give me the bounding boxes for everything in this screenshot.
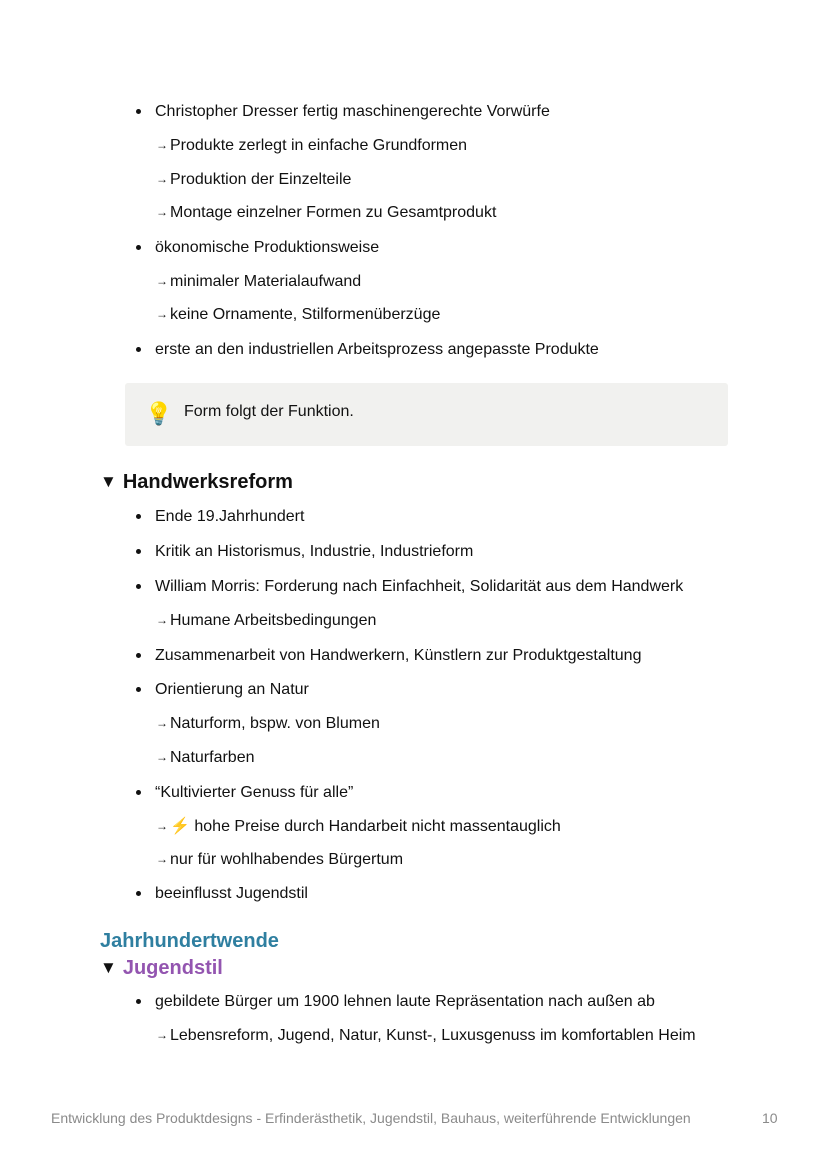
arrow-icon: → xyxy=(156,274,168,288)
sub-item xyxy=(156,817,561,837)
callout-box xyxy=(125,383,728,446)
arrow-icon: → xyxy=(156,138,168,152)
list-item: Orientierung an Natur xyxy=(155,680,309,700)
sub-item: → Naturfarben xyxy=(156,749,255,766)
toggle-triangle-icon[interactable]: ▼ xyxy=(100,958,117,977)
bullet-dot xyxy=(136,687,141,692)
lightbulb-icon: 💡 xyxy=(145,401,173,426)
callout-text: Form folgt der Funktion. xyxy=(184,403,354,420)
toggle-heading-handwerksreform[interactable] xyxy=(100,470,293,495)
list-item: beeinflusst Jugendstil xyxy=(155,884,308,904)
bullet-dot xyxy=(136,347,141,352)
arrow-icon: → xyxy=(156,613,168,627)
sub-item: → Montage einzelner Formen zu Gesamtprodukt xyxy=(156,204,497,221)
list-item: gebildete Bürger um 1900 lehnen laute Repräsentation nach außen ab xyxy=(155,992,655,1012)
arrow-icon: → xyxy=(156,307,168,321)
bullet-dot xyxy=(136,549,141,554)
arrow-icon: → xyxy=(156,852,168,866)
bullet-dot xyxy=(136,514,141,519)
section-heading-jahrhundertwende: Jahrhundertwende xyxy=(100,930,279,952)
bullet-dot xyxy=(136,245,141,250)
heading-text: Handwerksreform xyxy=(122,471,293,493)
sub-item: → Lebensreform, Jugend, Natur, Kunst-, Luxusgenuss im komfortablen Heim xyxy=(156,1027,696,1044)
list-item: William Morris: Forderung nach Einfachheit, Solidarität aus dem Handwerk xyxy=(155,577,683,597)
sub-item: → minimaler Materialaufwand xyxy=(156,273,362,290)
sub-item: → Produkte zerlegt in einfache Grundformen xyxy=(156,137,468,154)
sub-item: → Humane Arbeitsbedingungen xyxy=(156,612,377,629)
toggle-heading-jugendstil[interactable] xyxy=(100,956,223,981)
sub-item: → Naturform, bspw. von Blumen xyxy=(156,715,380,732)
sub-item: → nur für wohlhabendes Bürgertum xyxy=(156,851,404,868)
arrow-icon: → xyxy=(156,205,168,219)
bullet-dot xyxy=(136,584,141,589)
bullet-dot xyxy=(136,653,141,658)
bullet-dot xyxy=(136,891,141,896)
list-item: Kritik an Historismus, Industrie, Industrieform xyxy=(155,542,473,562)
sub-item: → keine Ornamente, Stilformenüberzüge xyxy=(156,306,441,323)
lightning-item-text: ⚡ hohe Preise durch Handarbeit nicht massentauglich xyxy=(170,818,561,835)
arrow-icon: → xyxy=(156,819,168,833)
arrow-icon: → xyxy=(156,750,168,764)
sub-item: → Produktion der Einzelteile xyxy=(156,171,352,188)
bullet-dot xyxy=(136,999,141,1004)
bullet-dot xyxy=(136,109,141,114)
arrow-icon: → xyxy=(156,716,168,730)
list-item: “Kultivierter Genuss für alle” xyxy=(155,783,353,803)
list-item: erste an den industriellen Arbeitsprozess angepasste Produkte xyxy=(155,340,599,360)
page-number: 10 xyxy=(762,1110,778,1126)
arrow-icon: → xyxy=(156,1028,168,1042)
list-item: Zusammenarbeit von Handwerkern, Künstlern zur Produktgestaltung xyxy=(155,646,641,666)
footer-title: Entwicklung des Produktdesigns - Erfinderästhetik, Jugendstil, Bauhaus, weiterführende Entwicklungen xyxy=(51,1110,691,1126)
list-item: Ende 19.Jahrhundert xyxy=(155,507,304,527)
list-item: ökonomische Produktionsweise xyxy=(155,238,379,258)
heading-text: Jugendstil xyxy=(122,957,223,979)
toggle-triangle-icon[interactable]: ▼ xyxy=(100,472,117,491)
list-item: Christopher Dresser fertig maschinengerechte Vorwürfe xyxy=(155,102,550,122)
arrow-icon: → xyxy=(156,172,168,186)
bullet-dot xyxy=(136,790,141,795)
